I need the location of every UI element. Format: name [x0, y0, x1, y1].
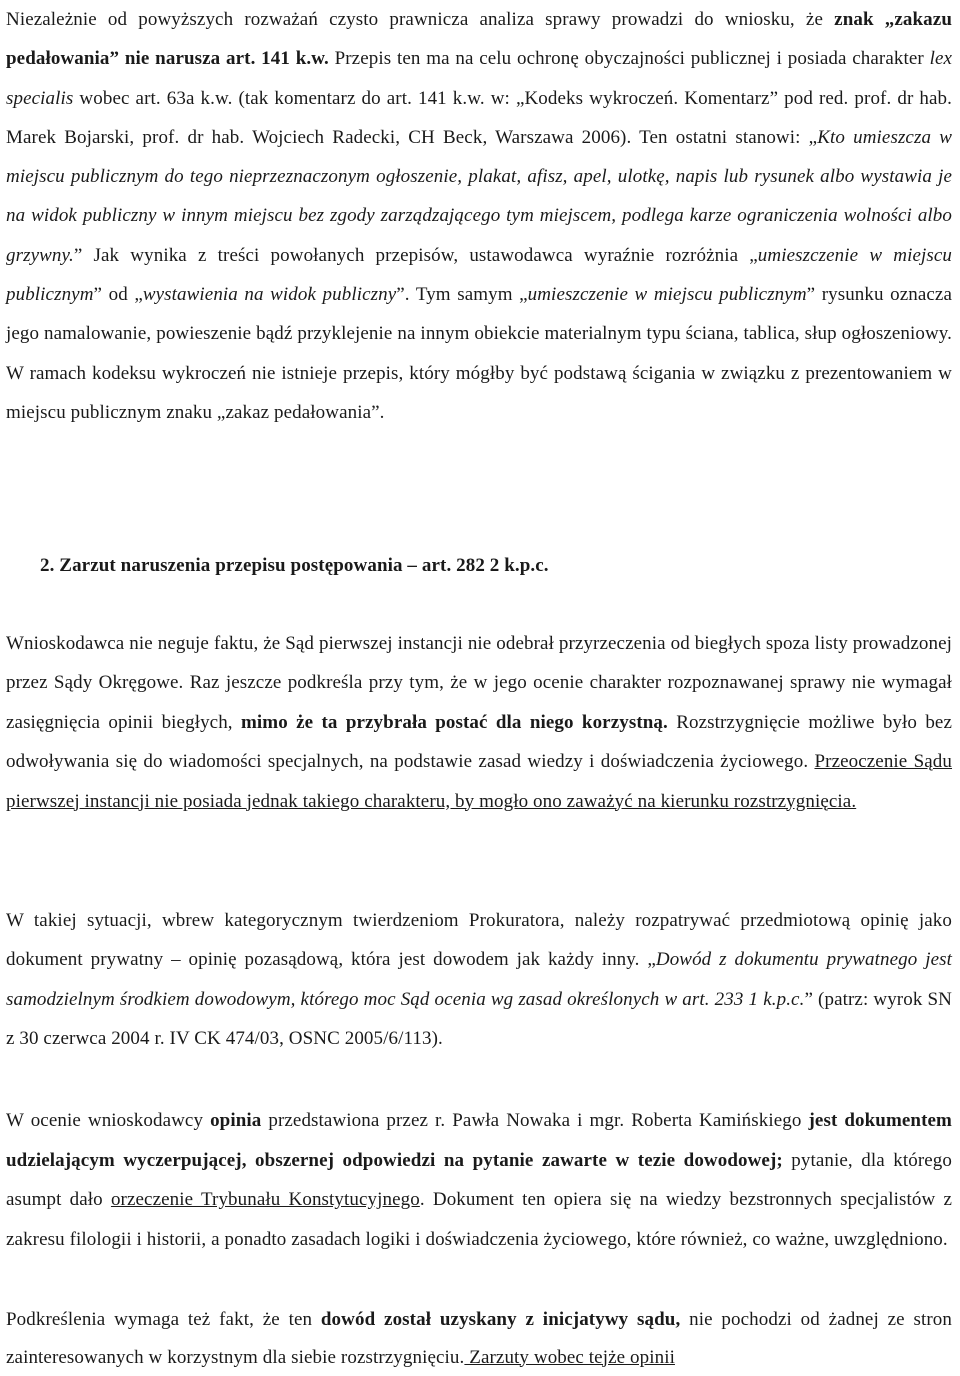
underlined-span: Przeoczenie Sądu pierwszej instancji nie posiada jednak takiego charakteru, by mogło ono zaważyć na kierunku rozstrzygnięcia. [6, 751, 953, 812]
text-span: Rozstrzygnięcie możliwe było bez odwoływania się do wiadomości specjalnych, na podstawie zasad wiedzy i doświadczenia życiowego. [6, 711, 952, 773]
italic-span: umieszczenie w miejscu publicznym [6, 244, 952, 306]
text-span: Przepis ten ma na celu ochronę obyczajności publicznej i posiada charakter [328, 48, 930, 70]
text-span: Niezależnie od powyższych rozważań czysto prawnicza analiza sprawy prowadzi do wniosku, że [6, 9, 835, 30]
text-span: W ocenie wnioskodawcy [6, 1110, 211, 1131]
paragraph-dowod-z-inicjatywy [6, 1301, 952, 1376]
italic-span: wystawienia na widok publiczny [142, 284, 397, 306]
bold-span: dowód został uzyskany z inicjatywy sądu, [320, 1309, 681, 1330]
text-span: ” Jak wynika z treści powołanych przepisów, ustawodawca wyraźnie rozróżnia „ [73, 244, 758, 266]
paragraph-znak-zakazu [6, 0, 952, 432]
paragraph-dokument-prywatny [6, 901, 952, 1059]
text-span: ” (patrz: wyrok SN z 30 czerwca 2004 r. IV CK 474/03, OSNC 2005/6/113). [6, 988, 952, 1050]
underlined-span: Zarzuty wobec tejże opinii [464, 1346, 675, 1368]
section-heading-2: 2. Zarzut naruszenia przepisu postępowania – art. 282 2 k.p.c. [40, 555, 549, 576]
text-span: Wnioskodawca nie neguje faktu, że Sąd pierwszej instancji nie odebrał przyrzeczenia od biegłych spoza listy prowadzonej przez Sądy Okręgowe. Raz jeszcze podkreśla przy tym, że w jego ocenie charakter rozpoznawanej sprawy nie wymagał zasięgnięcia opinii biegłych, [6, 633, 952, 733]
bold-span: jest dokumentem udzielającym wyczerpującej, obszernej odpowiedzi na pytanie zawarte w tezie dowodowej; [6, 1110, 952, 1171]
italic-span: lex specialis [6, 48, 953, 109]
text-span: W takiej sytuacji, wbrew kategorycznym twierdzeniom Prokuratora, należy rozpatrywać przedmiotową opinię jako dokument prywatny – opinię pozasądową, która jest dowodem jak każdy inny. „ [6, 910, 952, 971]
quote-dowod: Dowód z dokumentu prywatnego jest samodzielnym środkiem dowodowym, którego moc Sąd ocenia wg zasad określonych w art. 233 1 k.p.c. [6, 949, 952, 1010]
bold-span: znak „zakazu pedałowania” nie narusza art. 141 k.w. [6, 9, 952, 70]
paragraph-wnioskodawca [6, 624, 952, 821]
text-span: ” rysunku oznacza jego namalowanie, powieszenie bądź przyklejenie na innym obiekcie materialnym typu ściana, tablica, słup ogłoszeniowy. W ramach kodeksu wykroczeń nie istnieje przepis, który mógłby być podstawą ścigania w związku z prezentowaniem w miejscu publicznym znaku „zakaz pedałowania”. [6, 284, 952, 423]
text-span: . Dokument ten opiera się na wiedzy bezstronnych specjalistów z zakresu filologii i historii, a ponadto zasadach logiki i doświadczenia życiowego, które również, co ważne, uwzględniono. [6, 1189, 953, 1250]
paragraph-opinia [6, 1101, 952, 1259]
italic-span: umieszczenie w miejscu publicznym [527, 284, 807, 306]
text-span: przedstawiona przez r. Pawła Nowaka i mgr. Roberta Kamińskiego [261, 1110, 809, 1131]
text-span: ”. Tym samym „ [396, 284, 528, 306]
text-span: wobec art. 63a k.w. (tak komentarz do art. 141 k.w. w: „Kodeks wykroczeń. Komentarz” pod red. prof. dr hab. Marek Bojarski, prof. dr hab. Wojciech Radecki, CH Beck, Warszawa 2006). Ten ostatni stanowi: „ [6, 87, 952, 148]
bold-span: mimo że ta przybrała postać dla niego korzystną. [240, 711, 668, 733]
text-span: ” od „ [93, 284, 143, 306]
underlined-span: orzeczenie Trybunału Konstytucyjnego [110, 1189, 420, 1211]
bold-span: opinia [210, 1110, 262, 1131]
text-span: pytanie, dla którego asumpt dało [6, 1149, 952, 1211]
text-span: Podkreślenia wymaga też fakt, że ten [6, 1309, 321, 1330]
quote-art-63a: Kto umieszcza w miejscu publicznym do tego nieprzeznaczonym ogłoszenie, plakat, afisz, apel, ulotkę, napis lub rysunek albo wystawia je na widok publiczny w innym miejscu bez zgody zarządzającego tym miejscem, podlega karze ograniczenia wolności albo grzywny. [6, 126, 952, 266]
text-span: nie pochodzi od żadnej ze stron zainteresowanych w korzystnym dla siebie rozstrzygnięciu. [6, 1309, 952, 1368]
